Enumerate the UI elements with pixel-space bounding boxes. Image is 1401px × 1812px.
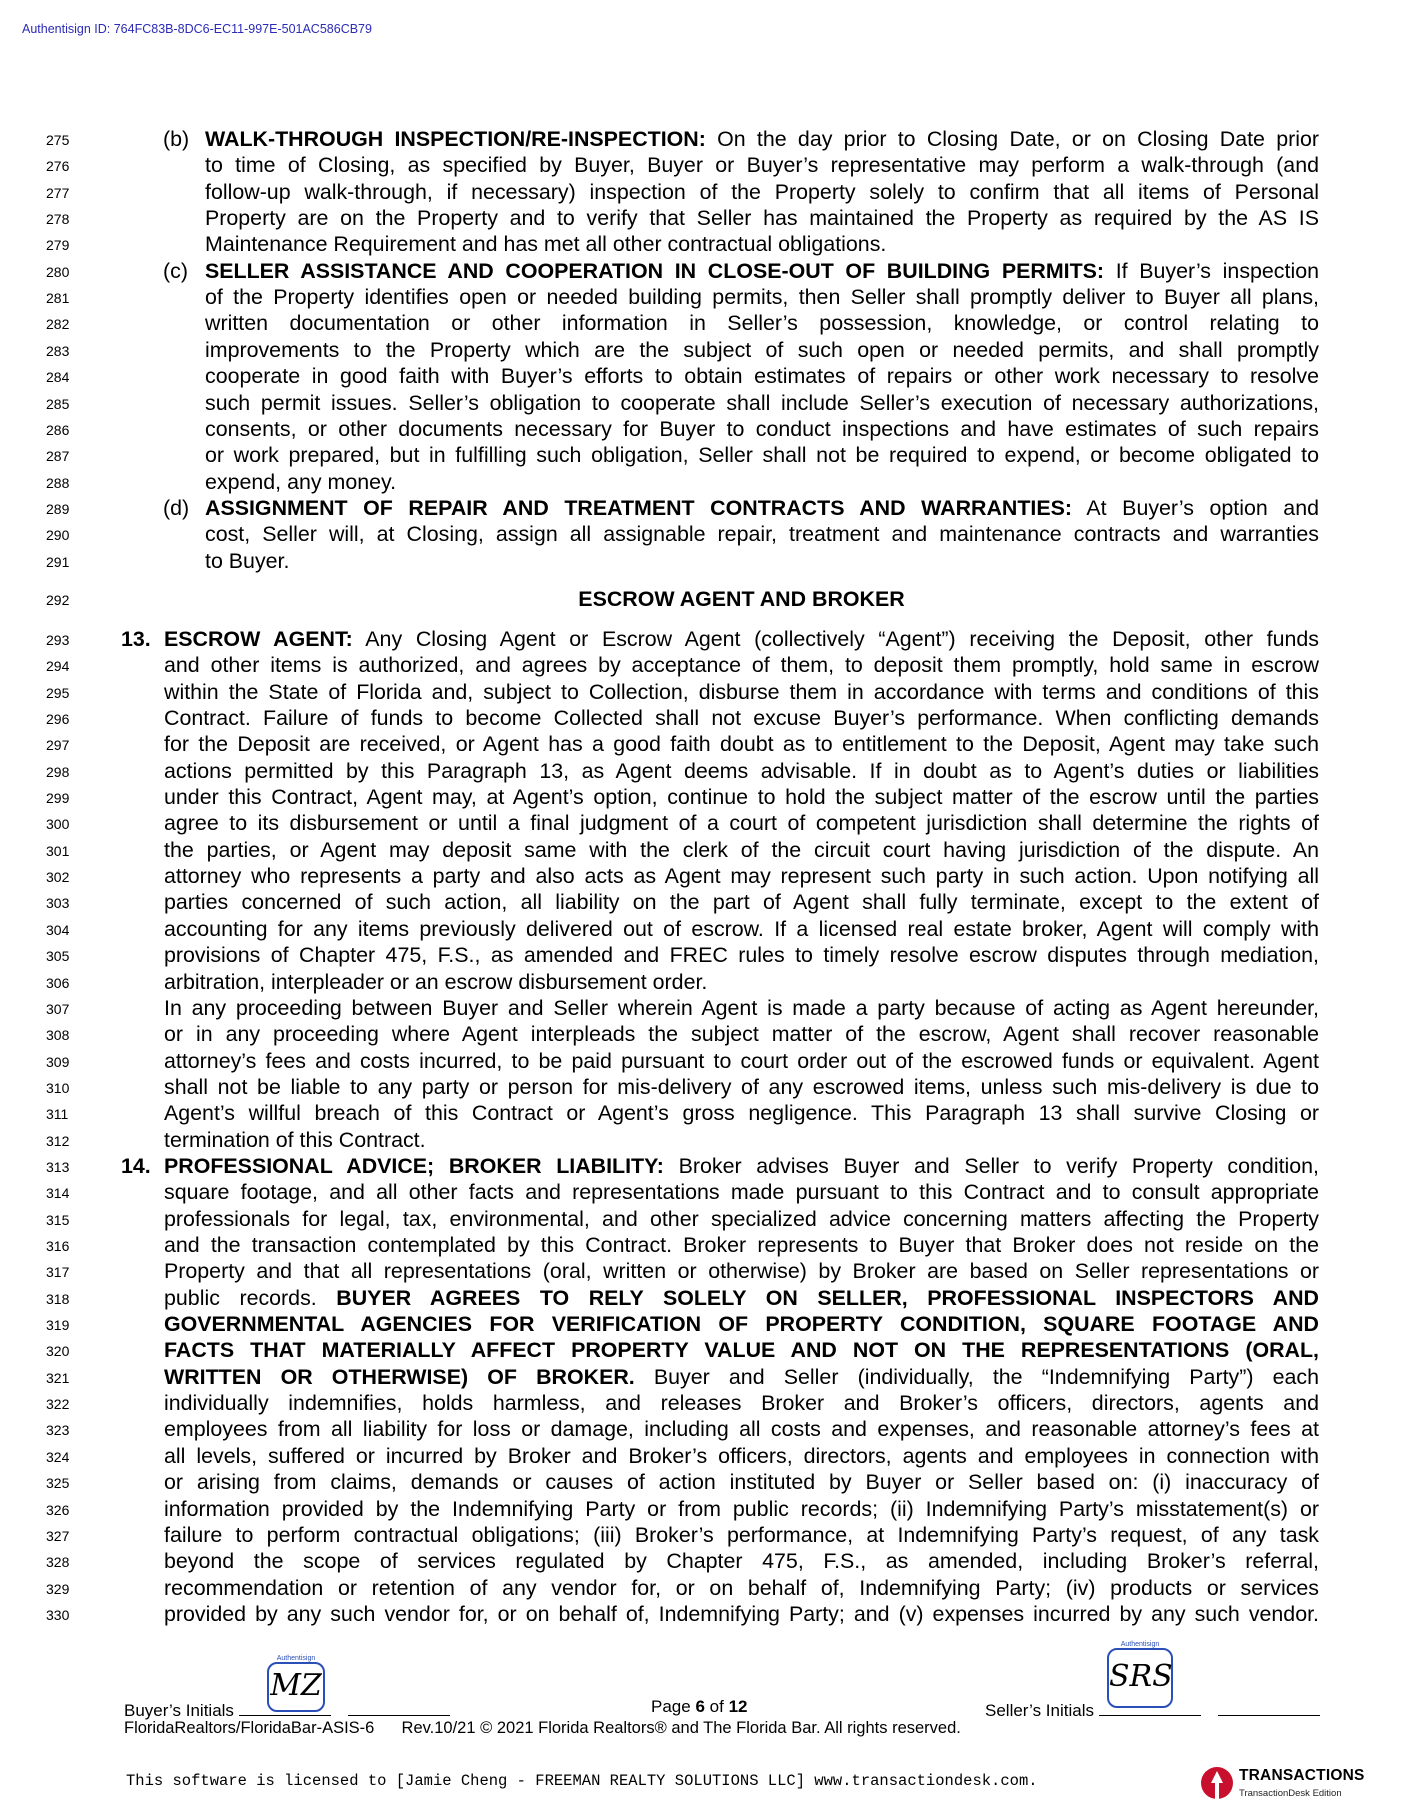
plain-text: failure to perform contractual obligations; (iii) Broker’s performance, at Indemnifying Party’s request, of any task <box>164 1522 1319 1547</box>
plain-text: expend, any money. <box>205 469 397 494</box>
line-number: 311 <box>46 1106 69 1123</box>
item-label: (c) <box>163 258 188 283</box>
line-text <box>205 363 1319 389</box>
line-277 <box>0 179 1401 205</box>
plain-text: On the day prior to Closing Date, or on Closing Date prior <box>705 127 1320 151</box>
line-329 <box>0 1575 1401 1601</box>
line-294 <box>0 652 1401 678</box>
line-text <box>164 1575 1319 1601</box>
line-number: 286 <box>46 421 70 438</box>
line-327 <box>0 1522 1401 1548</box>
line-number: 305 <box>46 948 70 965</box>
line-text <box>164 969 1319 995</box>
transactions-logo <box>1197 1765 1377 1807</box>
line-320 <box>0 1337 1401 1363</box>
line-text <box>205 205 1319 231</box>
plain-text: consents, or other documents necessary for Buyer to conduct inspections and have estimates of such repairs <box>205 416 1319 441</box>
line-text <box>205 469 1319 495</box>
line-312 <box>0 1127 1401 1153</box>
plain-text: to Buyer. <box>205 548 290 573</box>
line-text <box>164 1522 1319 1548</box>
line-324 <box>0 1443 1401 1469</box>
plain-text: Contract. Failure of funds to become Collected shall not excuse Buyer’s performance. When conflicting demands <box>164 706 1319 730</box>
plain-text: Property are on the Property and to verify that Seller has maintained the Property as required by the AS IS <box>205 206 1319 231</box>
line-text <box>164 1048 1319 1074</box>
line-text <box>164 652 1319 678</box>
line-314 <box>0 1179 1401 1205</box>
line-text <box>164 1153 1319 1179</box>
line-text <box>205 284 1319 310</box>
plain-text: individually indemnifies, holds harmless, and releases Broker and Broker’s officers, directors, agents and <box>164 1391 1319 1416</box>
line-number: 299 <box>46 790 70 807</box>
plain-text: provisions of Chapter 475, F.S., as amended and FREC rules to timely resolve escrow disputes through mediation, <box>164 943 1319 968</box>
line-text <box>164 1469 1319 1495</box>
line-text <box>164 1601 1319 1627</box>
line-number: 297 <box>46 737 70 754</box>
line-323 <box>0 1416 1401 1442</box>
line-286 <box>0 416 1401 442</box>
plain-text: cost, Seller will, at Closing, assign all assignable repair, treatment and maintenance contracts and warranties <box>205 522 1319 547</box>
line-310 <box>0 1074 1401 1100</box>
line-text <box>164 863 1319 889</box>
plain-text: written documentation or other information in Seller’s possession, knowledge, or control relating to <box>205 311 1319 336</box>
bold-heading: ESCROW AGENT: <box>164 626 353 651</box>
line-text <box>164 1496 1319 1522</box>
envelope-id: Authentisign ID: 764FC83B-8DC6-EC11-997E-501AC586CB79 <box>22 22 372 36</box>
line-text <box>164 1206 1319 1232</box>
line-number: 287 <box>46 448 70 465</box>
logo-subtitle: TransactionDesk Edition <box>1239 1788 1342 1799</box>
line-number: 292 <box>46 591 70 608</box>
line-number: 300 <box>46 816 70 833</box>
line-number: 322 <box>46 1396 70 1413</box>
line-text <box>164 1548 1319 1574</box>
item-label: (b) <box>163 127 190 151</box>
line-number: 293 <box>46 631 70 648</box>
line-text <box>164 1127 1319 1153</box>
page-number: 6 <box>695 1697 705 1716</box>
plain-text: Maintenance Requirement and has met all other contractual obligations. <box>205 232 887 257</box>
line-text <box>205 152 1319 178</box>
line-text <box>205 495 1319 521</box>
plain-text: under this Contract, Agent may, at Agent’s option, continue to hold the subject matter of the escrow until the parties <box>164 785 1319 810</box>
plain-text: such permit issues. Seller’s obligation to cooperate shall include Seller’s execution of necessary authorizations, <box>205 390 1319 415</box>
plain-text: public records. <box>164 1285 337 1310</box>
line-278 <box>0 205 1401 231</box>
license-notice: This software is licensed to [Jamie Cheng - FREEMAN REALTY SOLUTIONS LLC] www.transactiondesk.com. <box>126 1772 1038 1790</box>
plain-text: recommendation or retention of any vendor for, or on behalf of, Indemnifying Party; (iv) products or services <box>164 1575 1319 1600</box>
line-299 <box>0 784 1401 810</box>
line-number: 298 <box>46 763 70 780</box>
plain-text: information provided by the Indemnifying Party or from public records; (ii) Indemnifying Party’s misstatement(s) or <box>164 1496 1319 1521</box>
section-heading: ESCROW AGENT AND BROKER <box>578 586 905 611</box>
line-297 <box>0 731 1401 757</box>
plain-text: of the Property identifies open or needed building permits, then Seller shall promptly deliver to Buyer all plans, <box>205 285 1319 310</box>
seller-signature-tag: Authentisign <box>1120 1641 1160 1648</box>
line-275 <box>0 126 1401 152</box>
line-number: 303 <box>46 895 70 912</box>
line-text <box>164 1443 1319 1469</box>
line-280 <box>0 258 1401 284</box>
line-number: 291 <box>46 553 70 570</box>
line-number: 301 <box>46 842 70 859</box>
line-281 <box>0 284 1401 310</box>
line-text <box>205 258 1319 284</box>
line-284 <box>0 363 1401 389</box>
line-text <box>164 1021 1319 1047</box>
line-330 <box>0 1601 1401 1627</box>
line-text <box>164 995 1319 1021</box>
page-of: of <box>709 1697 724 1716</box>
bold-text: BUYER AGREES TO RELY SOLELY ON SELLER, PROFESSIONAL INSPECTORS AND <box>336 1285 1319 1310</box>
line-number: 310 <box>46 1079 70 1096</box>
line-number: 281 <box>46 290 70 307</box>
line-number: 302 <box>46 869 70 886</box>
line-276 <box>0 152 1401 178</box>
line-282 <box>0 310 1401 336</box>
line-text <box>205 126 1319 152</box>
line-306 <box>0 969 1401 995</box>
plain-text: attorney’s fees and costs incurred, to be paid pursuant to court order out of the escrowed funds or equivalent. Agent <box>164 1048 1319 1073</box>
plain-text: to time of Closing, as specified by Buyer, Buyer or Buyer’s representative may perform a walk-through (and <box>205 153 1319 178</box>
plain-text: the parties, or Agent may deposit same with the clerk of the circuit court having jurisdiction of the dispute. An <box>164 837 1319 862</box>
line-325 <box>0 1469 1401 1495</box>
line-298 <box>0 758 1401 784</box>
line-283 <box>0 337 1401 363</box>
line-number: 290 <box>46 527 70 544</box>
bold-heading: SELLER ASSISTANCE AND COOPERATION IN CLOSE-OUT OF BUILDING PERMITS: <box>205 258 1105 283</box>
line-number: 319 <box>46 1317 70 1334</box>
line-number: 306 <box>46 974 70 991</box>
line-328 <box>0 1548 1401 1574</box>
plain-text: termination of this Contract. <box>164 1127 426 1152</box>
line-322 <box>0 1390 1401 1416</box>
plain-text: improvements to the Property which are the subject of such open or needed permits, and shall promptly <box>205 337 1319 362</box>
line-text <box>205 390 1319 416</box>
plain-text: agree to its disbursement or until a final judgment of a court of competent jurisdiction shall determine the rights of <box>164 811 1319 836</box>
line-number: 327 <box>46 1527 70 1544</box>
form-line <box>124 1719 961 1738</box>
buyer-initials-line-2[interactable] <box>348 1697 450 1716</box>
plain-text: and the transaction contemplated by this Contract. Broker represents to Buyer that Broker does not reside on the <box>164 1233 1319 1257</box>
seller-initials-label: Seller’s Initials <box>985 1701 1094 1720</box>
line-308 <box>0 1021 1401 1047</box>
plain-text: If Buyer’s inspection <box>1104 258 1319 283</box>
line-number: 279 <box>46 237 70 254</box>
item-label: 14. <box>121 1153 151 1178</box>
buyer-initials-label: Buyer’s Initials <box>124 1701 234 1720</box>
plain-text: for the Deposit are received, or Agent has a good faith doubt as to entitlement to the Deposit, Agent may take such <box>164 732 1319 757</box>
line-number: 313 <box>46 1158 70 1175</box>
plain-text: Any Closing Agent or Escrow Agent (collectively “Agent”) receiving the Deposit, other funds <box>352 626 1319 651</box>
line-text <box>205 416 1319 442</box>
plain-text: accounting for any items previously delivered out of escrow. If a licensed real estate broker, Agent will comply with <box>164 916 1319 941</box>
line-text <box>164 1311 1319 1337</box>
plain-text: attorney who represents a party and also acts as Agent may represent such party in such action. Upon notifying all <box>164 864 1319 889</box>
line-number: 295 <box>46 684 70 701</box>
plain-text: or work prepared, but in fulfilling such obligation, Seller shall not be required to expend, or become obligated to <box>205 443 1319 468</box>
plain-text: beyond the scope of services regulated by Chapter 475, F.S., as amended, including Broker’s referral, <box>164 1549 1319 1574</box>
line-311 <box>0 1100 1401 1126</box>
line-text <box>164 1285 1319 1311</box>
plain-text: cooperate in good faith with Buyer’s efforts to obtain estimates of repairs or other work necessary to resolve <box>205 364 1319 389</box>
line-text <box>205 231 1319 257</box>
line-279 <box>0 231 1401 257</box>
line-number: 278 <box>46 211 70 228</box>
line-text <box>164 1179 1319 1205</box>
line-number: 282 <box>46 316 70 333</box>
form-id: FloridaRealtors/FloridaBar-ASIS-6 <box>124 1719 375 1737</box>
plain-text: Agent’s willful breach of this Contract or Agent’s gross negligence. This Paragraph 13 shall survive Closing or <box>164 1101 1319 1126</box>
bold-text: GOVERNMENTAL AGENCIES FOR VERIFICATION OF PROPERTY CONDITION, SQUARE FOOTAGE AND <box>164 1312 1319 1337</box>
line-text <box>164 784 1319 810</box>
line-321 <box>0 1364 1401 1390</box>
plain-text: and other items is authorized, and agrees by acceptance of them, to deposit them promptly, hold same in escrow <box>164 653 1319 678</box>
line-number: 285 <box>46 395 70 412</box>
plain-text: At Buyer’s option and <box>1072 495 1319 520</box>
item-label: (d) <box>163 495 190 520</box>
line-text <box>205 521 1319 547</box>
line-number: 312 <box>46 1132 70 1149</box>
line-text <box>164 679 1319 705</box>
line-number: 304 <box>46 921 70 938</box>
line-text <box>205 310 1319 336</box>
line-319 <box>0 1311 1401 1337</box>
line-288 <box>0 469 1401 495</box>
plain-text: professionals for legal, tax, environmental, and other specialized advice concerning matters affecting the Property <box>164 1206 1319 1231</box>
plain-text: shall not be liable to any party or person for mis-delivery of any escrowed items, unless such mis-delivery is due to <box>164 1074 1319 1099</box>
line-text <box>205 442 1319 468</box>
line-number: 307 <box>46 1000 70 1017</box>
line-number: 275 <box>46 132 70 148</box>
seller-initials-signature[interactable] <box>1107 1641 1173 1708</box>
line-text <box>164 942 1319 968</box>
line-text <box>205 548 1319 574</box>
line-number: 321 <box>46 1369 70 1386</box>
line-text <box>164 1390 1319 1416</box>
plain-text: Buyer and Seller (individually, the “Indemnifying Party”) each <box>634 1364 1319 1389</box>
line-number: 323 <box>46 1422 70 1439</box>
line-290 <box>0 521 1401 547</box>
line-text <box>164 837 1319 863</box>
line-number: 318 <box>46 1290 70 1307</box>
plain-text: employees from all liability for loss or damage, including all costs and expenses, and reasonable attorney’s fees at <box>164 1417 1319 1442</box>
bold-heading: PROFESSIONAL ADVICE; BROKER LIABILITY: <box>164 1153 664 1178</box>
line-text <box>164 1416 1319 1442</box>
line-302 <box>0 863 1401 889</box>
line-text <box>164 1100 1319 1126</box>
line-326 <box>0 1496 1401 1522</box>
line-text <box>164 758 1319 784</box>
page-total: 12 <box>728 1697 748 1716</box>
line-text <box>164 626 1319 652</box>
line-number: 329 <box>46 1580 70 1597</box>
plain-text: arbitration, interpleader or an escrow disbursement order. <box>164 969 708 994</box>
line-number: 317 <box>46 1264 70 1281</box>
line-number: 314 <box>46 1185 70 1202</box>
line-307 <box>0 995 1401 1021</box>
line-number: 326 <box>46 1501 70 1518</box>
line-text <box>164 1258 1319 1284</box>
line-293 <box>0 626 1401 652</box>
line-number: 325 <box>46 1475 70 1492</box>
bold-heading: ASSIGNMENT OF REPAIR AND TREATMENT CONTRACTS AND WARRANTIES: <box>205 495 1073 520</box>
plain-text: square footage, and all other facts and representations made pursuant to this Contract and to consult appropriate <box>164 1180 1319 1205</box>
line-295 <box>0 679 1401 705</box>
buyer-signature-tag: Authentisign <box>276 1655 316 1662</box>
transactions-logo-icon <box>1197 1765 1237 1807</box>
line-304 <box>0 916 1401 942</box>
line-number: 320 <box>46 1343 70 1360</box>
plain-text: provided by any such vendor for, or on behalf of, Indemnifying Party; and (v) expenses incurred by any such vendor. <box>164 1601 1319 1626</box>
line-315 <box>0 1206 1401 1232</box>
plain-text: In any proceeding between Buyer and Seller wherein Agent is made a party because of acting as Agent hereunder, <box>164 995 1319 1020</box>
line-317 <box>0 1258 1401 1284</box>
seller-initials-text: SRS <box>1109 1659 1173 1694</box>
plain-text: actions permitted by this Paragraph 13, as Agent deems advisable. If in doubt as to Agent’s duties or liabilities <box>164 758 1319 783</box>
line-text <box>164 731 1319 757</box>
line-number: 294 <box>46 658 70 675</box>
plain-text: or arising from claims, demands or causes of action instituted by Buyer or Seller based on: (i) inaccuracy of <box>164 1470 1319 1495</box>
bold-heading: WRITTEN OR OTHERWISE) OF BROKER. <box>164 1364 635 1389</box>
line-303 <box>0 889 1401 915</box>
line-number: 289 <box>46 500 70 517</box>
line-number: 330 <box>46 1606 70 1623</box>
line-309 <box>0 1048 1401 1074</box>
plain-text: within the State of Florida and, subject to Collection, disburse them in accordance with terms and conditions of this <box>164 679 1319 704</box>
line-text <box>164 916 1319 942</box>
line-text <box>205 179 1319 205</box>
line-301 <box>0 837 1401 863</box>
line-text <box>164 705 1319 731</box>
revision-copyright: Rev.10/21 © 2021 Florida Realtors® and The Florida Bar. All rights reserved. <box>401 1719 961 1737</box>
line-number: 296 <box>46 711 70 727</box>
line-305 <box>0 942 1401 968</box>
line-text <box>164 810 1319 836</box>
buyer-initials-signature[interactable] <box>267 1655 325 1712</box>
plain-text: Broker advises Buyer and Seller to verify Property condition, <box>663 1153 1319 1178</box>
line-text <box>205 337 1319 363</box>
item-label: 13. <box>121 626 151 651</box>
line-289 <box>0 495 1401 521</box>
line-number: 277 <box>46 184 70 201</box>
line-text <box>164 1232 1319 1258</box>
line-300 <box>0 810 1401 836</box>
line-296 <box>0 705 1401 731</box>
logo-title: TRANSACTIONS <box>1239 1767 1365 1784</box>
plain-text: all levels, suffered or incurred by Broker and Broker’s officers, directors, agents and employees in connection with <box>164 1443 1319 1468</box>
line-text <box>164 1364 1319 1390</box>
line-number: 324 <box>46 1448 70 1465</box>
line-number: 309 <box>46 1053 70 1070</box>
bold-heading: WALK-THROUGH INSPECTION/RE-INSPECTION: <box>205 127 706 151</box>
line-285 <box>0 390 1401 416</box>
line-text <box>164 889 1319 915</box>
line-number: 316 <box>46 1238 70 1254</box>
line-number: 315 <box>46 1211 70 1228</box>
line-number: 276 <box>46 158 70 175</box>
line-316 <box>0 1232 1401 1258</box>
line-number: 283 <box>46 342 70 359</box>
buyer-initials-text: MZ <box>270 1668 322 1703</box>
line-number: 288 <box>46 474 70 491</box>
line-287 <box>0 442 1401 468</box>
plain-text: follow-up walk-through, if necessary) inspection of the Property solely to confirm that all items of Personal <box>205 179 1319 204</box>
plain-text: or in any proceeding where Agent interpleads the subject matter of the escrow, Agent shall recover reasonable <box>164 1022 1319 1047</box>
line-number: 308 <box>46 1027 70 1044</box>
plain-text: Property and that all representations (oral, written or otherwise) by Broker are based on Seller representations or <box>164 1259 1319 1284</box>
line-number: 328 <box>46 1554 70 1571</box>
line-313 <box>0 1153 1401 1179</box>
line-291 <box>0 548 1401 574</box>
line-number: 280 <box>46 263 70 280</box>
seller-initials-line-2[interactable] <box>1218 1697 1320 1716</box>
line-number: 284 <box>46 369 70 386</box>
line-318 <box>0 1285 1401 1311</box>
line-text <box>164 1074 1319 1100</box>
line-text <box>164 1337 1319 1363</box>
plain-text: parties concerned of such action, all liability on the part of Agent shall fully terminate, except to the extent of <box>164 890 1319 915</box>
line-292 <box>0 586 1401 612</box>
bold-text: FACTS THAT MATERIALLY AFFECT PROPERTY VALUE AND NOT ON THE REPRESENTATIONS (ORAL, <box>164 1338 1319 1363</box>
page-label: Page <box>651 1697 691 1716</box>
page-indicator <box>651 1697 747 1717</box>
